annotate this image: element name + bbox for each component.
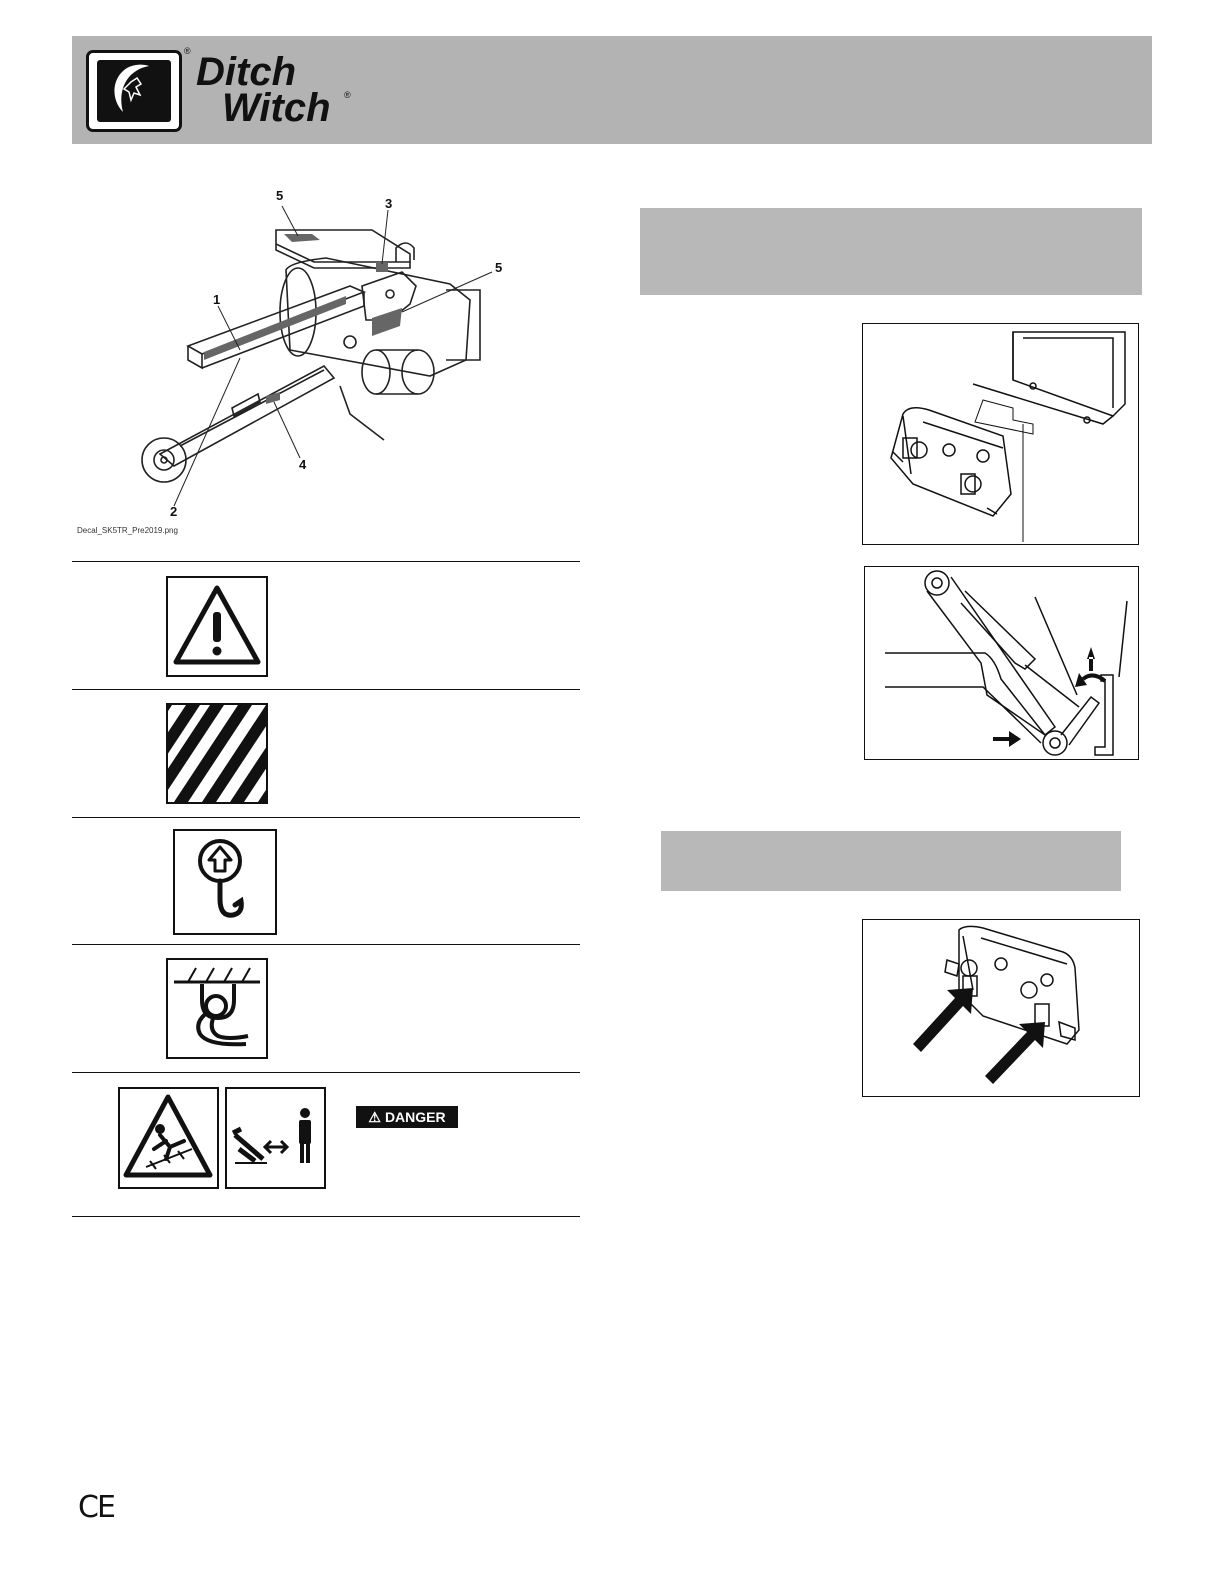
brand-line-2: Witch [222,86,331,130]
crushing-hazard-icon [118,1087,219,1189]
section-heading-box-2 [661,831,1121,891]
table-rule [72,1072,580,1073]
callout-5b: 5 [495,260,503,275]
bracket-pins-figure [862,919,1140,1097]
ditch-witch-logo [86,50,182,132]
table-rule [72,689,580,690]
danger-alert-icon: ⚠ [368,1109,381,1125]
tie-down-point-icon [166,958,268,1059]
table-rule [72,1216,580,1217]
registered-mark: ® [184,46,191,56]
callout-3: 3 [385,196,393,211]
table-rule [72,817,580,818]
callout-2: 2 [170,504,178,519]
table-rule [72,561,580,562]
brand-line-1: Ditch [196,50,296,94]
callout-5a: 5 [276,188,284,203]
lift-point-hook-icon [173,829,277,935]
logo-emblem [97,60,171,122]
danger-label: DANGER [384,1109,446,1125]
callout-1: 1 [213,292,221,307]
callout-4: 4 [299,457,307,472]
hazard-stripes-icon [166,703,268,804]
keep-away-icon [225,1087,326,1189]
danger-tag [356,1106,458,1128]
warning-triangle-icon [166,576,268,677]
figure-caption: Decal_SK5TR_Pre2019.png [77,526,178,535]
registered-mark-2: ® [344,90,351,100]
decal-location-diagram [140,200,540,520]
ce-mark: CE [78,1490,114,1525]
lever-operation-figure [864,566,1139,760]
table-rule [72,944,580,945]
section-heading-box [640,208,1142,295]
bracket-alignment-figure [862,323,1139,545]
